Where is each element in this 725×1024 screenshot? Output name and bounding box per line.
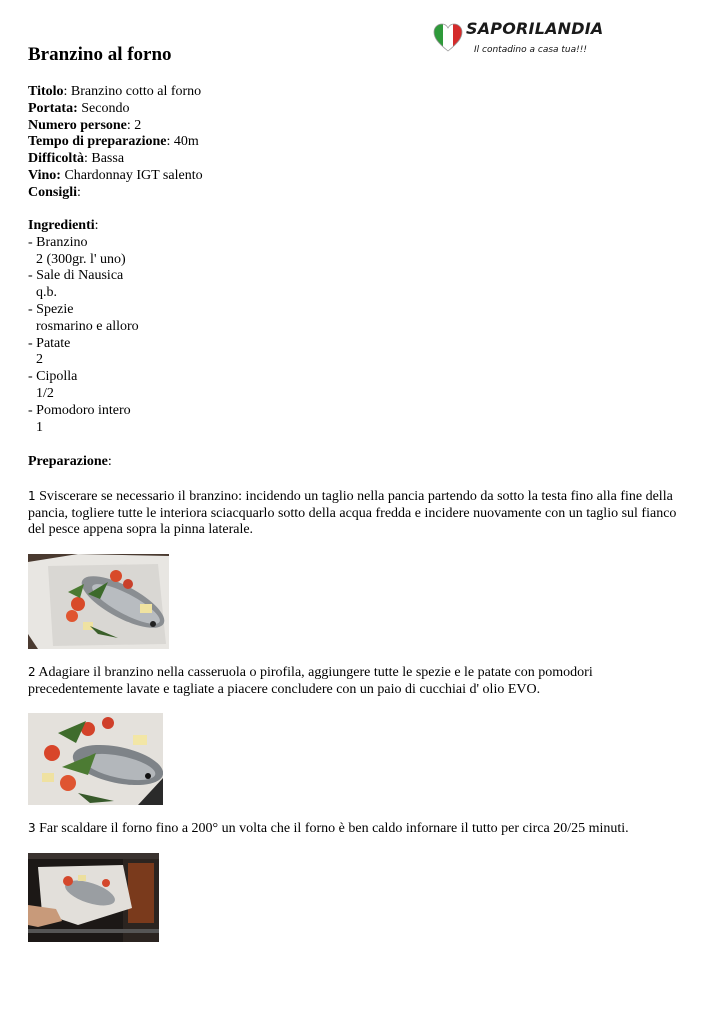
- ingredient-qty: rosmarino e alloro: [36, 318, 139, 334]
- info-value: Secondo: [81, 100, 130, 116]
- info-label: Vino:: [28, 167, 61, 183]
- step-number: 3: [28, 821, 36, 835]
- preparation-step: [28, 664, 678, 698]
- info-label: Consigli: [28, 184, 78, 200]
- brand-tagline: Il contadino a casa tua!!!: [474, 45, 587, 55]
- info-sep: :: [63, 84, 71, 99]
- ingredient-name: - Sale di Nausica: [28, 268, 124, 284]
- info-sep: :: [83, 151, 92, 167]
- ingredient-name: - Cipolla: [28, 369, 78, 385]
- ingredient-name: - Spezie: [28, 301, 74, 317]
- preparation-step: [28, 820, 678, 838]
- ingredient-name: - Patate: [28, 335, 71, 351]
- ingredient-name: - Branzino: [28, 234, 88, 250]
- ingredient-qty: 2 (300gr. l' uno): [36, 251, 126, 267]
- brand-name: SAPORILANDIA: [466, 19, 604, 38]
- info-row: [28, 118, 203, 135]
- brand-logo: [430, 18, 630, 63]
- ingredient-name: - Pomodoro intero: [28, 402, 131, 418]
- info-sep: :: [77, 184, 81, 200]
- step-number: 1: [28, 489, 36, 503]
- step-photo: [28, 853, 159, 942]
- info-value: 40m: [173, 134, 199, 150]
- info-row: [28, 168, 203, 185]
- ingredients-list: [28, 218, 139, 436]
- ingredient-qty: 2: [36, 352, 43, 368]
- info-label: Portata:: [28, 100, 78, 116]
- ingredient-qty: 1: [36, 419, 43, 435]
- info-value: Branzino cotto al forno: [70, 84, 202, 99]
- italian-flag-heart-icon: [432, 22, 464, 54]
- ingredient-qty: 1/2: [36, 385, 54, 401]
- info-row: [28, 151, 203, 168]
- oven-baking-image: [28, 853, 159, 942]
- step-photo: [28, 713, 163, 805]
- step-text: Adagiare il branzino nella casseruola o pirofila, aggiungere tutte le spezie e le patate con pomodori precedentemente lavate e tagliate a piacere concludere con un paio di cucchiai d' olio EVO.: [28, 665, 593, 697]
- step-number: 2: [28, 665, 36, 679]
- info-value: Bassa: [91, 151, 125, 167]
- step-text: Sviscerare se necessario il branzino: incidendo un taglio nella pancia partendo da sotto la testa fino alla fine della pancia, togliere tutte le interiora sciacquarlo sotto della acqua fredda e incidere nuovamente con un taglio sul fianco del pesce appena sopra la pinna laterale.: [28, 489, 677, 537]
- info-value: Chardonnay IGT salento: [64, 167, 203, 183]
- info-row: [28, 101, 203, 118]
- info-value: 2: [134, 117, 142, 133]
- info-row: [28, 134, 203, 151]
- seasoned-fish-image: [28, 713, 163, 805]
- step-text: Far scaldare il forno fino a 200° un volta che il forno è ben caldo infornare il tutto per circa 20/25 minuti.: [39, 821, 629, 836]
- page-title: Branzino al forno: [28, 44, 172, 65]
- info-sep: :: [126, 117, 135, 133]
- info-label: Tempo di preparazione: [28, 134, 167, 150]
- info-sep: :: [166, 134, 174, 150]
- info-label: Titolo: [28, 84, 64, 99]
- info-row: [28, 84, 203, 101]
- step-photo: [28, 554, 169, 649]
- recipe-info: [28, 84, 203, 202]
- ingredient-qty: q.b.: [36, 285, 57, 301]
- preparation-step: [28, 488, 678, 539]
- ingredients-heading: Ingredienti:: [28, 218, 99, 233]
- fish-on-parchment-image: [28, 554, 169, 649]
- preparation-heading: Preparazione:: [28, 454, 112, 469]
- info-label: Difficoltà: [28, 151, 84, 167]
- info-label: Numero persone: [28, 117, 127, 133]
- info-row: [28, 185, 203, 202]
